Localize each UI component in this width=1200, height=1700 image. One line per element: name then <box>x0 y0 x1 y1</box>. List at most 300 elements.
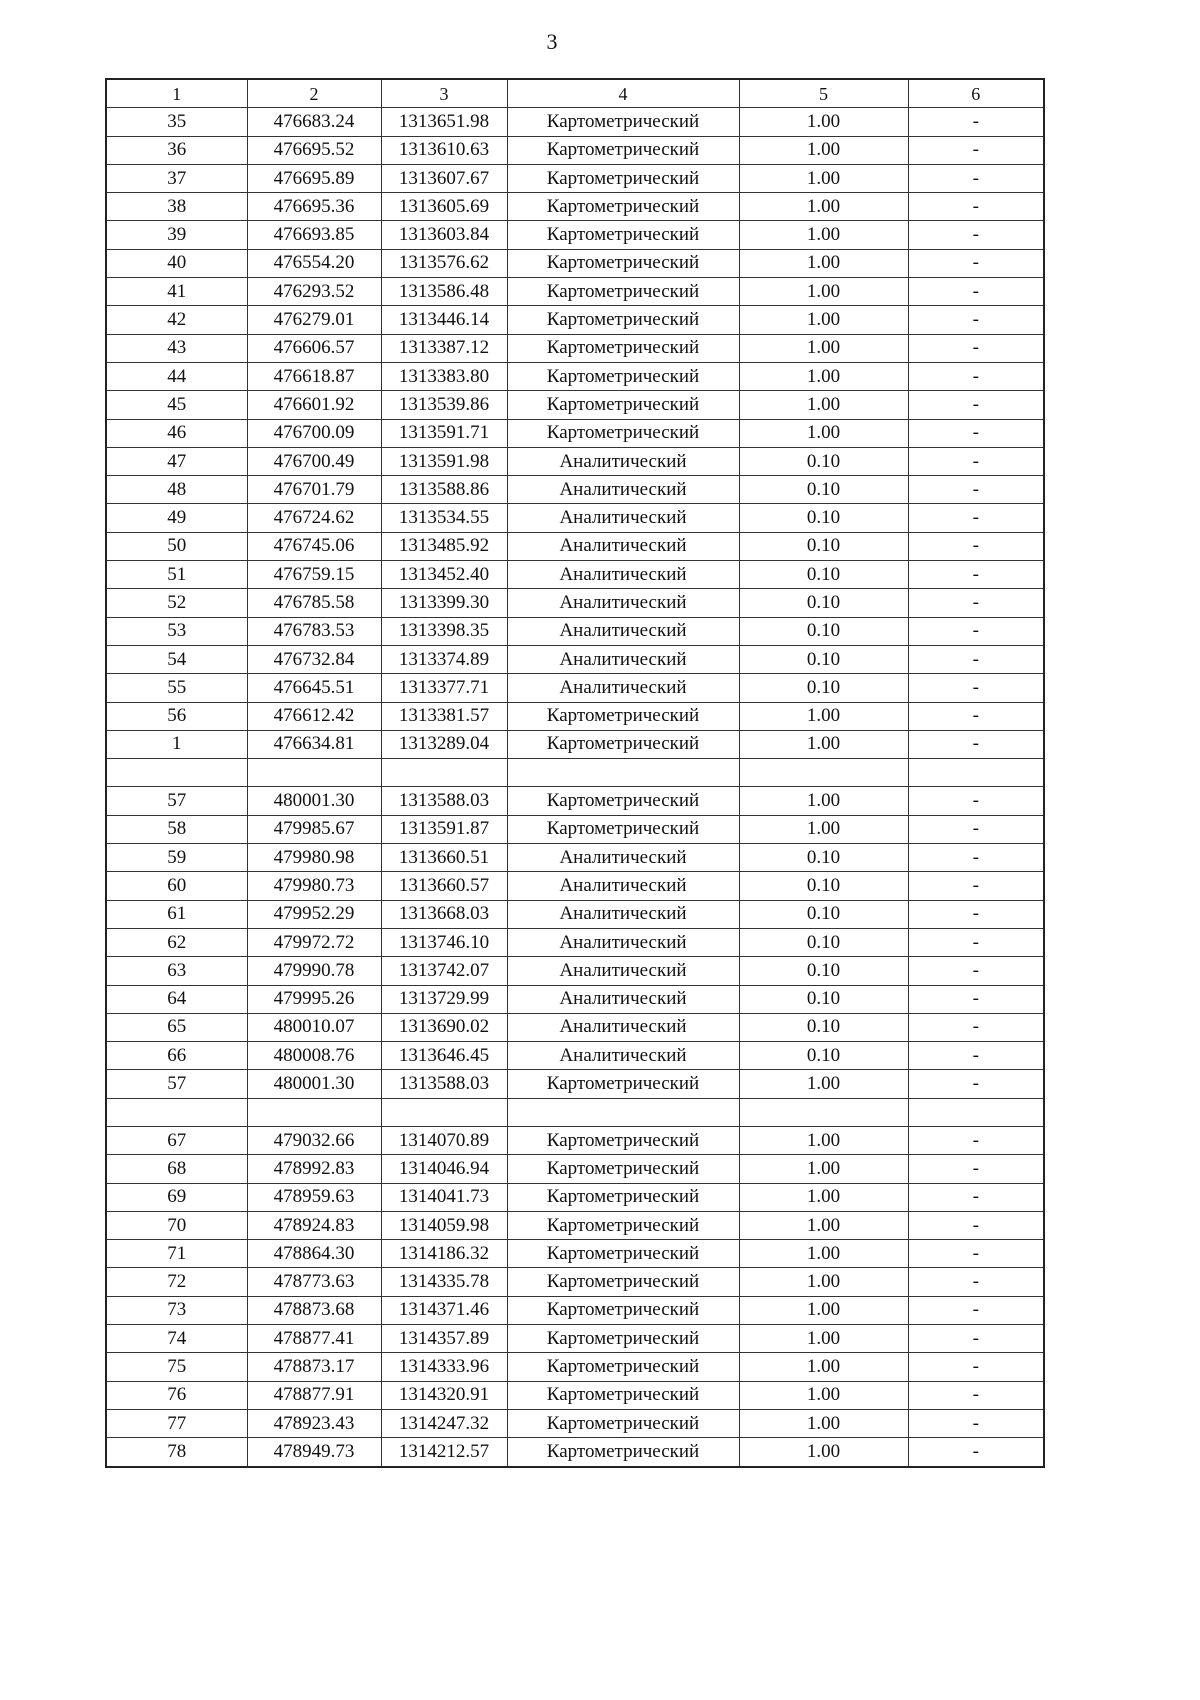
accuracy-cell <box>739 759 908 787</box>
point-number-cell: 78 <box>106 1438 247 1467</box>
page-number: 3 <box>546 29 558 54</box>
description-cell: - <box>908 532 1044 560</box>
description-cell: - <box>908 928 1044 956</box>
method-cell: Картометрический <box>507 391 739 419</box>
x-coordinate-cell: 476693.85 <box>247 221 381 249</box>
accuracy-cell: 0.10 <box>739 872 908 900</box>
accuracy-cell: 1.00 <box>739 306 908 334</box>
x-coordinate-cell: 476785.58 <box>247 589 381 617</box>
point-number-cell: 56 <box>106 702 247 730</box>
description-cell: - <box>908 985 1044 1013</box>
accuracy-cell: 0.10 <box>739 617 908 645</box>
method-cell: Аналитический <box>507 957 739 985</box>
method-cell: Картометрический <box>507 136 739 164</box>
y-coordinate-cell: 1314070.89 <box>381 1126 507 1154</box>
y-coordinate-cell: 1313398.35 <box>381 617 507 645</box>
y-coordinate-cell: 1313610.63 <box>381 136 507 164</box>
table-row <box>106 164 1044 192</box>
accuracy-cell: 1.00 <box>739 1409 908 1437</box>
accuracy-cell: 1.00 <box>739 1438 908 1467</box>
point-number-cell: 62 <box>106 928 247 956</box>
accuracy-cell: 1.00 <box>739 1325 908 1353</box>
accuracy-cell: 1.00 <box>739 1240 908 1268</box>
table-row <box>106 645 1044 673</box>
column-header: 1 <box>106 79 247 108</box>
point-number-cell: 45 <box>106 391 247 419</box>
x-coordinate-cell: 479990.78 <box>247 957 381 985</box>
description-cell: - <box>908 476 1044 504</box>
table-row <box>106 504 1044 532</box>
x-coordinate-cell: 476732.84 <box>247 645 381 673</box>
point-number-cell: 57 <box>106 787 247 815</box>
description-cell: - <box>908 844 1044 872</box>
point-number-cell: 65 <box>106 1013 247 1041</box>
description-cell: - <box>908 702 1044 730</box>
y-coordinate-cell: 1314046.94 <box>381 1155 507 1183</box>
y-coordinate-cell: 1314333.96 <box>381 1353 507 1381</box>
table-row <box>106 532 1044 560</box>
point-number-cell: 68 <box>106 1155 247 1183</box>
table-row <box>106 334 1044 362</box>
x-coordinate-cell: 478992.83 <box>247 1155 381 1183</box>
table-row <box>106 900 1044 928</box>
table-row <box>106 1126 1044 1154</box>
description-cell: - <box>908 164 1044 192</box>
point-number-cell: 43 <box>106 334 247 362</box>
y-coordinate-cell: 1313603.84 <box>381 221 507 249</box>
point-number-cell: 36 <box>106 136 247 164</box>
point-number-cell: 38 <box>106 193 247 221</box>
point-number-cell: 75 <box>106 1353 247 1381</box>
accuracy-cell: 0.10 <box>739 928 908 956</box>
x-coordinate-cell: 476695.52 <box>247 136 381 164</box>
table-row <box>106 1325 1044 1353</box>
table-row <box>106 1098 1044 1126</box>
x-coordinate-cell: 476601.92 <box>247 391 381 419</box>
description-cell: - <box>908 900 1044 928</box>
point-number-cell: 64 <box>106 985 247 1013</box>
description-cell: - <box>908 1353 1044 1381</box>
point-number-cell: 41 <box>106 278 247 306</box>
method-cell: Аналитический <box>507 532 739 560</box>
accuracy-cell: 0.10 <box>739 900 908 928</box>
method-cell: Картометрический <box>507 306 739 334</box>
point-number-cell: 42 <box>106 306 247 334</box>
accuracy-cell: 1.00 <box>739 1070 908 1098</box>
point-number-cell: 44 <box>106 362 247 390</box>
description-cell: - <box>908 306 1044 334</box>
y-coordinate-cell: 1313742.07 <box>381 957 507 985</box>
table-row <box>106 730 1044 758</box>
accuracy-cell: 1.00 <box>739 419 908 447</box>
x-coordinate-cell: 480008.76 <box>247 1042 381 1070</box>
x-coordinate-cell: 476618.87 <box>247 362 381 390</box>
accuracy-cell: 1.00 <box>739 193 908 221</box>
x-coordinate-cell: 476634.81 <box>247 730 381 758</box>
point-number-cell: 1 <box>106 730 247 758</box>
y-coordinate-cell: 1313534.55 <box>381 504 507 532</box>
accuracy-cell: 1.00 <box>739 249 908 277</box>
y-coordinate-cell: 1313485.92 <box>381 532 507 560</box>
table-row <box>106 1296 1044 1324</box>
point-number-cell: 60 <box>106 872 247 900</box>
y-coordinate-cell: 1313668.03 <box>381 900 507 928</box>
point-number-cell: 70 <box>106 1211 247 1239</box>
table-row <box>106 1353 1044 1381</box>
method-cell: Картометрический <box>507 1211 739 1239</box>
x-coordinate-cell: 479985.67 <box>247 815 381 843</box>
accuracy-cell: 0.10 <box>739 674 908 702</box>
accuracy-cell: 1.00 <box>739 1126 908 1154</box>
description-cell: - <box>908 504 1044 532</box>
method-cell: Аналитический <box>507 617 739 645</box>
point-number-cell: 76 <box>106 1381 247 1409</box>
method-cell: Картометрический <box>507 702 739 730</box>
table-row <box>106 1438 1044 1467</box>
description-cell: - <box>908 1155 1044 1183</box>
method-cell: Аналитический <box>507 985 739 1013</box>
accuracy-cell: 1.00 <box>739 1155 908 1183</box>
accuracy-cell: 1.00 <box>739 702 908 730</box>
method-cell: Картометрический <box>507 1126 739 1154</box>
column-header: 2 <box>247 79 381 108</box>
y-coordinate-cell: 1313591.71 <box>381 419 507 447</box>
method-cell: Аналитический <box>507 872 739 900</box>
method-cell: Картометрический <box>507 1353 739 1381</box>
table-row <box>106 844 1044 872</box>
point-number-cell: 39 <box>106 221 247 249</box>
description-cell: - <box>908 815 1044 843</box>
accuracy-cell: 1.00 <box>739 136 908 164</box>
accuracy-cell: 1.00 <box>739 391 908 419</box>
x-coordinate-cell: 479980.73 <box>247 872 381 900</box>
description-cell: - <box>908 674 1044 702</box>
table-row <box>106 928 1044 956</box>
accuracy-cell: 1.00 <box>739 221 908 249</box>
x-coordinate-cell: 478923.43 <box>247 1409 381 1437</box>
accuracy-cell: 1.00 <box>739 730 908 758</box>
description-cell: - <box>908 589 1044 617</box>
description-cell: - <box>908 957 1044 985</box>
method-cell: Аналитический <box>507 504 739 532</box>
x-coordinate-cell: 479995.26 <box>247 985 381 1013</box>
table-row <box>106 249 1044 277</box>
y-coordinate-cell: 1314371.46 <box>381 1296 507 1324</box>
table-row <box>106 787 1044 815</box>
accuracy-cell: 0.10 <box>739 589 908 617</box>
y-coordinate-cell: 1313605.69 <box>381 193 507 221</box>
y-coordinate-cell: 1313539.86 <box>381 391 507 419</box>
description-cell: - <box>908 787 1044 815</box>
method-cell: Картометрический <box>507 1268 739 1296</box>
method-cell: Аналитический <box>507 645 739 673</box>
method-cell: Картометрический <box>507 193 739 221</box>
point-number-cell: 50 <box>106 532 247 560</box>
method-cell: Картометрический <box>507 1070 739 1098</box>
point-number-cell: 73 <box>106 1296 247 1324</box>
y-coordinate-cell: 1313381.57 <box>381 702 507 730</box>
x-coordinate-cell: 476759.15 <box>247 561 381 589</box>
point-number-cell: 77 <box>106 1409 247 1437</box>
description-cell: - <box>908 645 1044 673</box>
column-header: 5 <box>739 79 908 108</box>
accuracy-cell: 1.00 <box>739 334 908 362</box>
y-coordinate-cell: 1313591.98 <box>381 447 507 475</box>
x-coordinate-cell: 480010.07 <box>247 1013 381 1041</box>
x-coordinate-cell: 476695.89 <box>247 164 381 192</box>
accuracy-cell: 0.10 <box>739 1013 908 1041</box>
x-coordinate-cell: 478873.17 <box>247 1353 381 1381</box>
description-cell: - <box>908 1240 1044 1268</box>
description-cell: - <box>908 1325 1044 1353</box>
table-row <box>106 136 1044 164</box>
y-coordinate-cell: 1314212.57 <box>381 1438 507 1467</box>
description-cell: - <box>908 136 1044 164</box>
description-cell: - <box>908 1070 1044 1098</box>
method-cell: Картометрический <box>507 249 739 277</box>
x-coordinate-cell: 478924.83 <box>247 1211 381 1239</box>
x-coordinate-cell: 478773.63 <box>247 1268 381 1296</box>
accuracy-cell: 1.00 <box>739 1268 908 1296</box>
table-row <box>106 1381 1044 1409</box>
point-number-cell: 72 <box>106 1268 247 1296</box>
method-cell: Картометрический <box>507 221 739 249</box>
method-cell: Картометрический <box>507 1325 739 1353</box>
point-number-cell: 51 <box>106 561 247 589</box>
x-coordinate-cell: 478877.41 <box>247 1325 381 1353</box>
accuracy-cell: 0.10 <box>739 1042 908 1070</box>
x-coordinate-cell: 480001.30 <box>247 787 381 815</box>
point-number-cell: 61 <box>106 900 247 928</box>
method-cell: Картометрический <box>507 278 739 306</box>
table-row <box>106 702 1044 730</box>
accuracy-cell: 0.10 <box>739 504 908 532</box>
y-coordinate-cell: 1313588.86 <box>381 476 507 504</box>
table-row <box>106 1211 1044 1239</box>
point-number-cell: 40 <box>106 249 247 277</box>
accuracy-cell: 0.10 <box>739 645 908 673</box>
point-number-cell: 49 <box>106 504 247 532</box>
point-number-cell: 67 <box>106 1126 247 1154</box>
description-cell: - <box>908 1211 1044 1239</box>
description-cell <box>908 1098 1044 1126</box>
point-number-cell: 37 <box>106 164 247 192</box>
description-cell: - <box>908 278 1044 306</box>
accuracy-cell: 1.00 <box>739 164 908 192</box>
table-row <box>106 447 1044 475</box>
coordinates-table <box>105 78 1045 1468</box>
accuracy-cell: 1.00 <box>739 787 908 815</box>
y-coordinate-cell: 1314186.32 <box>381 1240 507 1268</box>
table-row <box>106 1409 1044 1437</box>
table-row <box>106 476 1044 504</box>
table-row <box>106 362 1044 390</box>
y-coordinate-cell: 1313588.03 <box>381 1070 507 1098</box>
point-number-cell: 47 <box>106 447 247 475</box>
table-row <box>106 674 1044 702</box>
y-coordinate-cell: 1313452.40 <box>381 561 507 589</box>
point-number-cell: 74 <box>106 1325 247 1353</box>
method-cell <box>507 759 739 787</box>
method-cell: Картометрический <box>507 362 739 390</box>
x-coordinate-cell: 479032.66 <box>247 1126 381 1154</box>
point-number-cell: 57 <box>106 1070 247 1098</box>
y-coordinate-cell: 1314335.78 <box>381 1268 507 1296</box>
method-cell: Аналитический <box>507 928 739 956</box>
description-cell: - <box>908 1296 1044 1324</box>
table-row <box>106 1268 1044 1296</box>
method-cell: Картометрический <box>507 1409 739 1437</box>
accuracy-cell: 0.10 <box>739 532 908 560</box>
description-cell: - <box>908 617 1044 645</box>
table-row <box>106 419 1044 447</box>
y-coordinate-cell: 1313588.03 <box>381 787 507 815</box>
point-number-cell: 59 <box>106 844 247 872</box>
table-row <box>106 306 1044 334</box>
method-cell: Аналитический <box>507 844 739 872</box>
table-row <box>106 589 1044 617</box>
method-cell: Аналитический <box>507 674 739 702</box>
table-row <box>106 193 1044 221</box>
method-cell: Картометрический <box>507 334 739 362</box>
point-number-cell: 48 <box>106 476 247 504</box>
description-cell: - <box>908 1409 1044 1437</box>
description-cell: - <box>908 221 1044 249</box>
y-coordinate-cell: 1314247.32 <box>381 1409 507 1437</box>
y-coordinate-cell: 1313383.80 <box>381 362 507 390</box>
accuracy-cell: 0.10 <box>739 957 908 985</box>
y-coordinate-cell: 1313446.14 <box>381 306 507 334</box>
x-coordinate-cell: 478873.68 <box>247 1296 381 1324</box>
method-cell: Картометрический <box>507 164 739 192</box>
description-cell: - <box>908 447 1044 475</box>
description-cell: - <box>908 872 1044 900</box>
accuracy-cell: 1.00 <box>739 108 908 136</box>
table-row <box>106 815 1044 843</box>
x-coordinate-cell: 476724.62 <box>247 504 381 532</box>
y-coordinate-cell: 1313729.99 <box>381 985 507 1013</box>
y-coordinate-cell: 1313576.62 <box>381 249 507 277</box>
table-row <box>106 617 1044 645</box>
method-cell: Картометрический <box>507 1183 739 1211</box>
table-row <box>106 1155 1044 1183</box>
accuracy-cell: 0.10 <box>739 844 908 872</box>
description-cell: - <box>908 193 1044 221</box>
x-coordinate-cell: 480001.30 <box>247 1070 381 1098</box>
y-coordinate-cell: 1314320.91 <box>381 1381 507 1409</box>
x-coordinate-cell: 476612.42 <box>247 702 381 730</box>
table-row <box>106 221 1044 249</box>
x-coordinate-cell: 479952.29 <box>247 900 381 928</box>
description-cell: - <box>908 1183 1044 1211</box>
y-coordinate-cell: 1313746.10 <box>381 928 507 956</box>
column-header: 3 <box>381 79 507 108</box>
description-cell <box>908 759 1044 787</box>
x-coordinate-cell: 478877.91 <box>247 1381 381 1409</box>
x-coordinate-cell: 476700.09 <box>247 419 381 447</box>
accuracy-cell: 1.00 <box>739 1381 908 1409</box>
x-coordinate-cell: 476745.06 <box>247 532 381 560</box>
point-number-cell: 58 <box>106 815 247 843</box>
point-number-cell: 66 <box>106 1042 247 1070</box>
table-row <box>106 1042 1044 1070</box>
point-number-cell: 46 <box>106 419 247 447</box>
point-number-cell: 54 <box>106 645 247 673</box>
table-header-row <box>106 79 1044 108</box>
accuracy-cell: 0.10 <box>739 561 908 589</box>
x-coordinate-cell <box>247 1098 381 1126</box>
accuracy-cell: 0.10 <box>739 985 908 1013</box>
table-row <box>106 391 1044 419</box>
point-number-cell <box>106 1098 247 1126</box>
column-header: 4 <box>507 79 739 108</box>
accuracy-cell: 1.00 <box>739 362 908 390</box>
description-cell: - <box>908 334 1044 362</box>
table-row <box>106 561 1044 589</box>
method-cell: Картометрический <box>507 815 739 843</box>
table-row <box>106 1013 1044 1041</box>
accuracy-cell: 1.00 <box>739 278 908 306</box>
x-coordinate-cell: 476700.49 <box>247 447 381 475</box>
y-coordinate-cell: 1313374.89 <box>381 645 507 673</box>
accuracy-cell: 1.00 <box>739 1211 908 1239</box>
y-coordinate-cell: 1313387.12 <box>381 334 507 362</box>
y-coordinate-cell: 1313289.04 <box>381 730 507 758</box>
point-number-cell: 63 <box>106 957 247 985</box>
method-cell: Аналитический <box>507 589 739 617</box>
table-row <box>106 1070 1044 1098</box>
description-cell: - <box>908 1042 1044 1070</box>
description-cell: - <box>908 1438 1044 1467</box>
y-coordinate-cell: 1313377.71 <box>381 674 507 702</box>
description-cell: - <box>908 1126 1044 1154</box>
y-coordinate-cell <box>381 759 507 787</box>
method-cell: Аналитический <box>507 476 739 504</box>
x-coordinate-cell: 476695.36 <box>247 193 381 221</box>
y-coordinate-cell: 1314041.73 <box>381 1183 507 1211</box>
y-coordinate-cell: 1314059.98 <box>381 1211 507 1239</box>
method-cell: Картометрический <box>507 787 739 815</box>
table-row <box>106 985 1044 1013</box>
y-coordinate-cell: 1313660.51 <box>381 844 507 872</box>
column-header: 6 <box>908 79 1044 108</box>
y-coordinate-cell: 1314357.89 <box>381 1325 507 1353</box>
x-coordinate-cell: 479980.98 <box>247 844 381 872</box>
point-number-cell: 53 <box>106 617 247 645</box>
method-cell: Картометрический <box>507 1381 739 1409</box>
description-cell: - <box>908 249 1044 277</box>
method-cell: Аналитический <box>507 447 739 475</box>
description-cell: - <box>908 730 1044 758</box>
point-number-cell <box>106 759 247 787</box>
y-coordinate-cell: 1313646.45 <box>381 1042 507 1070</box>
accuracy-cell: 1.00 <box>739 815 908 843</box>
table-row <box>106 759 1044 787</box>
accuracy-cell: 1.00 <box>739 1183 908 1211</box>
table-row <box>106 278 1044 306</box>
method-cell <box>507 1098 739 1126</box>
method-cell: Картометрический <box>507 419 739 447</box>
y-coordinate-cell: 1313399.30 <box>381 589 507 617</box>
y-coordinate-cell: 1313607.67 <box>381 164 507 192</box>
x-coordinate-cell: 476701.79 <box>247 476 381 504</box>
description-cell: - <box>908 1013 1044 1041</box>
method-cell: Картометрический <box>507 108 739 136</box>
x-coordinate-cell: 476606.57 <box>247 334 381 362</box>
description-cell: - <box>908 1268 1044 1296</box>
description-cell: - <box>908 362 1044 390</box>
point-number-cell: 69 <box>106 1183 247 1211</box>
